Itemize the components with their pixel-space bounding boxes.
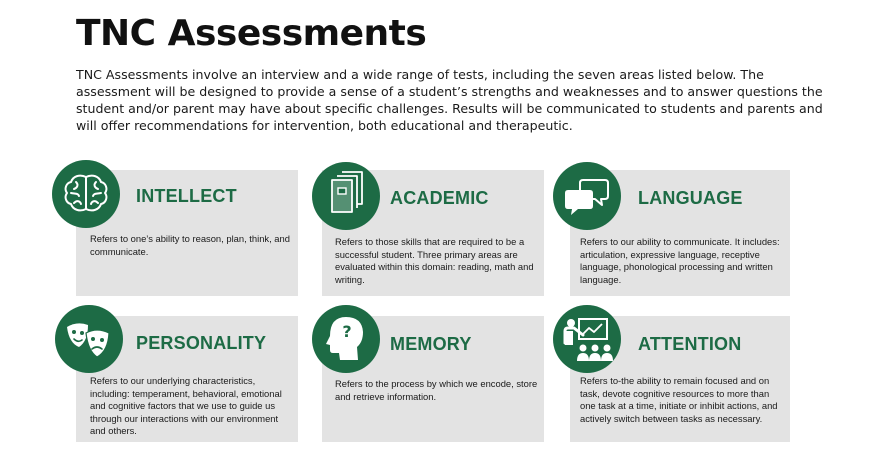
- intro-paragraph: TNC Assessments involve an interview and a wide range of tests, including the seven areas listed below. The assessment will be designed to provide a sense of a student’s strengths and weaknesses and to answer questions the student and/or parent may have about specific challenges. Results will be communicated to students and parents and will offer recommendations for intervention, both educational and therapeutic.: [76, 67, 823, 133]
- card-description: Refers to one’s ability to reason, plan, think, and communicate.: [90, 233, 290, 257]
- presentation-icon: [553, 305, 621, 373]
- brain-icon: [52, 160, 120, 228]
- card-description: Refers to the process by which we encode, store and retrieve information.: [335, 378, 538, 402]
- card-description: Refers to those skills that are required to be a successful student. Three primary areas are evaluated within this domain: reading, math and writing.: [335, 236, 534, 285]
- card-title: LANGUAGE: [638, 188, 743, 208]
- card-description: Refers to our ability to communicate. It includes: articulation, expressive language, receptive language, phonological processing and written language.: [580, 236, 780, 285]
- card-title: ATTENTION: [638, 334, 742, 354]
- card-title: INTELLECT: [136, 186, 237, 206]
- speech-bubbles-icon: [553, 162, 621, 230]
- card-title: PERSONALITY: [136, 333, 267, 353]
- card-description: Refers to-the ability to remain focused and on task, devote cognitive resources to more than one task at a time, initiate or inhibit actions, and actively switch between tasks as necessary.: [580, 375, 778, 424]
- head-question-icon: [312, 305, 380, 373]
- books-icon: [312, 162, 380, 230]
- svg-text:?: ?: [342, 322, 352, 341]
- theater-masks-icon: [55, 305, 123, 373]
- card-description: Refers to our underlying characteristics, including: temperament, behavioral, emotional and cognitive factors that we use to guide us through our interactions with our environment and others.: [90, 375, 282, 437]
- card-title: ACADEMIC: [390, 188, 489, 208]
- page-title: TNC Assessments: [76, 13, 427, 54]
- card-title: MEMORY: [390, 334, 472, 354]
